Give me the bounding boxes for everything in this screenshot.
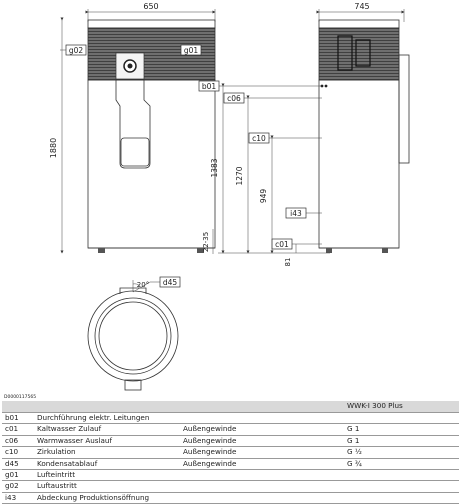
row-value [344, 481, 459, 492]
connections-table [2, 401, 459, 504]
row-value [344, 492, 459, 503]
row-code: g02 [2, 481, 34, 492]
top-view [4, 277, 180, 400]
dim-949: 949 [259, 188, 268, 204]
table-header-cell [34, 401, 180, 413]
row-code: g01 [2, 470, 34, 481]
row-desc: Lufteintritt [34, 470, 180, 481]
table-row [2, 447, 459, 458]
row-type: Außengewinde [180, 458, 344, 469]
front-height-dim: 1880 [49, 137, 58, 159]
drawing-id: D0000117565 [4, 395, 37, 400]
table-row [2, 458, 459, 469]
label-i43: i43 [290, 209, 302, 218]
row-desc: Warmwasser Auslauf [34, 435, 180, 446]
front-width-dim: 650 [143, 2, 159, 11]
label-c10: c10 [252, 134, 266, 143]
row-code: c01 [2, 424, 34, 435]
dim-81: 81 [284, 257, 292, 267]
label-c01: c01 [275, 240, 289, 249]
table-row [2, 413, 459, 424]
table-header-model: WWK-I 300 Plus [344, 401, 459, 413]
table-row [2, 435, 459, 446]
table-header-cell [2, 401, 34, 413]
label-d45: d45 [162, 278, 178, 287]
row-desc: Kaltwasser Zulauf [34, 424, 180, 435]
row-type [180, 492, 344, 503]
label-g02: g02 [68, 46, 84, 55]
row-type [180, 470, 344, 481]
row-desc: Luftaustritt [34, 481, 180, 492]
row-value [344, 413, 459, 424]
side-view [199, 2, 409, 266]
row-value [344, 470, 459, 481]
table-row [2, 492, 459, 503]
label-c06: c06 [227, 94, 241, 103]
row-value: G ½ [344, 447, 459, 458]
row-type: Außengewinde [180, 424, 344, 435]
row-desc: Zirkulation [34, 447, 180, 458]
front-view [49, 2, 215, 254]
table-row [2, 470, 459, 481]
table-header-cell [180, 401, 344, 413]
row-type [180, 413, 344, 424]
side-grille [319, 28, 399, 80]
row-code: c10 [2, 447, 34, 458]
dim-1383: 1383 [210, 158, 219, 178]
label-g01: g01 [183, 46, 199, 55]
table-row [2, 424, 459, 435]
front-foot-dim: 22-35 [202, 231, 210, 253]
side-width-dim: 745 [354, 2, 370, 11]
row-type: Außengewinde [180, 447, 344, 458]
table-header-row [2, 401, 459, 413]
table-row [2, 481, 459, 492]
row-code: b01 [2, 413, 34, 424]
row-desc: Durchführung elektr. Leitungen [34, 413, 180, 424]
dim-1270: 1270 [235, 166, 244, 186]
row-value: G 1 [344, 424, 459, 435]
row-value: G 1 [344, 435, 459, 446]
label-b01: b01 [201, 82, 217, 91]
angle-label: 20° [136, 281, 150, 289]
row-code: d45 [2, 458, 34, 469]
row-value: G ¾ [344, 458, 459, 469]
row-type: Außengewinde [180, 435, 344, 446]
row-desc: Abdeckung Produktionsöffnung [34, 492, 180, 503]
row-code: c06 [2, 435, 34, 446]
row-desc: Kondensatablauf [34, 458, 180, 469]
row-code: i43 [2, 492, 34, 503]
row-type [180, 481, 344, 492]
